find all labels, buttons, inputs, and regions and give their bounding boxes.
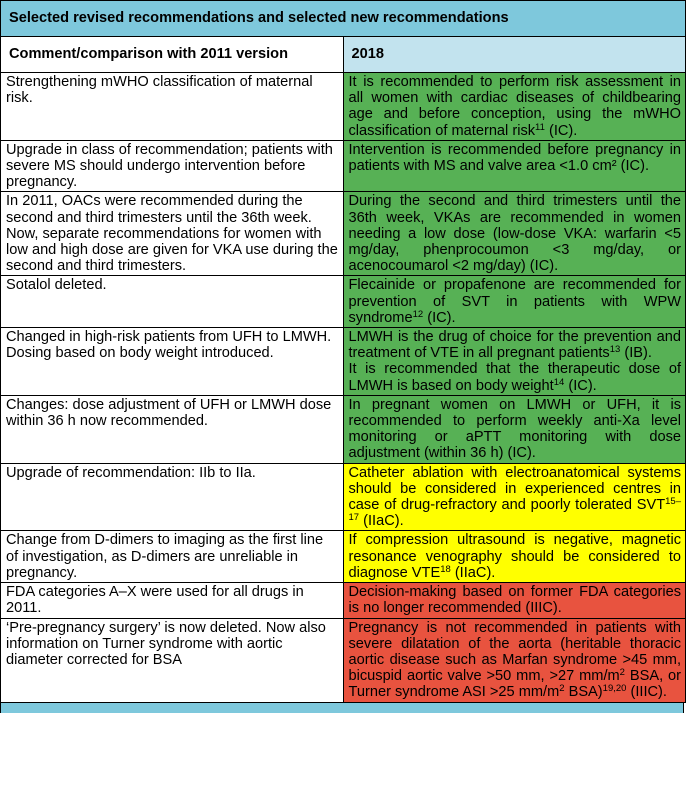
comment-cell: Change from D-dimers to imaging as the first line of investigation, as D-dimers are unreliable in pregnancy. bbox=[1, 531, 344, 583]
table-row bbox=[1, 140, 686, 192]
recommendation-class-level: (IIIC). bbox=[626, 684, 667, 701]
table-row bbox=[1, 531, 686, 583]
recommendation-text: Decision-making based on former FDA categories is no longer recommended (IIIC). bbox=[348, 584, 681, 617]
comment-cell: FDA categories A–X were used for all drugs in 2011. bbox=[1, 583, 344, 618]
recommendation-text: During the second and third trimesters until the 36th week, VKAs are recommended in women needing a low dose (low-dose VKA: warfarin <5 mg/day, phenprocoumon <3 mg/day, or acenocoumarol <2 mg/day) (IC). bbox=[348, 193, 681, 275]
reference-superscript: 12 bbox=[412, 308, 424, 320]
table-row bbox=[1, 192, 686, 276]
reference-superscript: 18 bbox=[440, 563, 451, 575]
recommendation-class-level: (IC). bbox=[544, 122, 578, 139]
recommendation-text: Flecainide or propafenone are recommended for prevention of SVT in patients with WPW syndrome bbox=[348, 277, 681, 326]
recommendation-cell bbox=[343, 192, 686, 276]
reference-superscript: 14 bbox=[553, 376, 565, 388]
comment-cell: Upgrade in class of recommendation; patients with severe MS should undergo intervention before pregnancy. bbox=[1, 140, 344, 192]
reference-superscript: 19,20 bbox=[602, 683, 627, 695]
column-header-2018: 2018 bbox=[343, 37, 686, 73]
recommendation-cell bbox=[343, 73, 686, 141]
recommendation-cell bbox=[343, 531, 686, 583]
recommendation-class-level: (IIaC). bbox=[450, 564, 496, 581]
column-header-comment: Comment/comparison with 2011 version bbox=[1, 37, 344, 73]
table-header-row bbox=[1, 37, 686, 73]
comment-cell: In 2011, OACs were recommended during the second and third trimesters until the 36th week. Now, separate recommendations for women with low and high dose are given for VKA use during the second and third trimesters. bbox=[1, 192, 344, 276]
comment-cell: Strengthening mWHO classification of maternal risk. bbox=[1, 73, 344, 141]
recommendation-class-level: (IB). bbox=[620, 345, 652, 362]
reference-superscript: 15–17 bbox=[348, 496, 681, 524]
reference-superscript: 13 bbox=[609, 344, 621, 356]
recommendation-text: LMWH is the drug of choice for the prevention and treatment of VTE in all pregnant patients bbox=[348, 329, 681, 362]
table-title-row bbox=[1, 1, 686, 37]
recommendation-text: Intervention is recommended before pregnancy in patients with MS and valve area <1.0 cm² (IC). bbox=[348, 141, 681, 175]
recommendation-text: BSA) bbox=[564, 684, 603, 701]
table-row bbox=[1, 463, 686, 531]
recommendation-cell bbox=[343, 328, 686, 396]
table-row bbox=[1, 328, 686, 396]
recommendation-cell bbox=[343, 583, 686, 618]
table-bottom-strip bbox=[0, 703, 684, 713]
recommendation-cell bbox=[343, 140, 686, 192]
recommendation-text: In pregnant women on LMWH or UFH, it is recommended to perform weekly anti-Xa level monitoring or aPTT monitoring with dose adjustment (within 36 h) (IC). bbox=[348, 396, 681, 462]
recommendation-cell bbox=[343, 463, 686, 531]
recommendation-text: BSA, or Turner syndrome ASI >25 mm/m bbox=[348, 668, 682, 701]
comment-cell: ‘Pre-pregnancy surgery’ is now deleted. Now also information on Turner syndrome with aortic diameter corrected for BSA bbox=[1, 618, 344, 702]
recommendation-text: If compression ultrasound is negative, magnetic resonance venography should be considered to diagnose VTE bbox=[348, 532, 681, 581]
reference-superscript: 2 bbox=[559, 683, 565, 695]
table-title: Selected revised recommendations and selected new recommendations bbox=[1, 1, 686, 37]
table-row bbox=[1, 73, 686, 141]
comment-cell: Upgrade of recommendation: IIb to IIa. bbox=[1, 463, 344, 531]
recommendation-paragraph bbox=[349, 329, 682, 361]
recommendation-class-level: (IC). bbox=[564, 377, 597, 394]
recommendation-cell bbox=[343, 395, 686, 463]
recommendation-class-level: (IIaC). bbox=[359, 513, 404, 530]
recommendation-cell bbox=[343, 276, 686, 328]
comment-cell: Changed in high-risk patients from UFH to LMWH. Dosing based on body weight introduced. bbox=[1, 328, 344, 396]
reference-superscript: 2 bbox=[619, 667, 625, 679]
recommendation-text: It is recommended to perform risk assessment in all women with cardiac diseases of childbearing age and before conception, using the mWHO classification of maternal risk bbox=[348, 74, 681, 139]
table-row bbox=[1, 583, 686, 618]
recommendation-text: It is recommended that the therapeutic dose of LMWH is based on body weight bbox=[348, 361, 681, 394]
table-row bbox=[1, 618, 686, 702]
recommendation-text: Catheter ablation with electroanatomical systems should be considered in experienced centres in case of drug-refractory and poorly tolerated SVT bbox=[348, 464, 681, 514]
table-row bbox=[1, 395, 686, 463]
table-row bbox=[1, 276, 686, 328]
recommendation-text: Pregnancy is not recommended in patients with severe dilatation of the aorta (heritable thoracic aortic disease such as Marfan syndrome >45 mm, bicuspid aortic valve >50 mm, >27 mm/m bbox=[348, 619, 681, 685]
reference-superscript: 11 bbox=[535, 121, 545, 133]
comment-cell: Sotalol deleted. bbox=[1, 276, 344, 328]
recommendation-class-level: (IC). bbox=[423, 309, 456, 326]
recommendation-paragraph bbox=[349, 361, 682, 393]
recommendation-cell bbox=[343, 618, 686, 702]
comment-cell: Changes: dose adjustment of UFH or LMWH dose within 36 h now recommended. bbox=[1, 395, 344, 463]
